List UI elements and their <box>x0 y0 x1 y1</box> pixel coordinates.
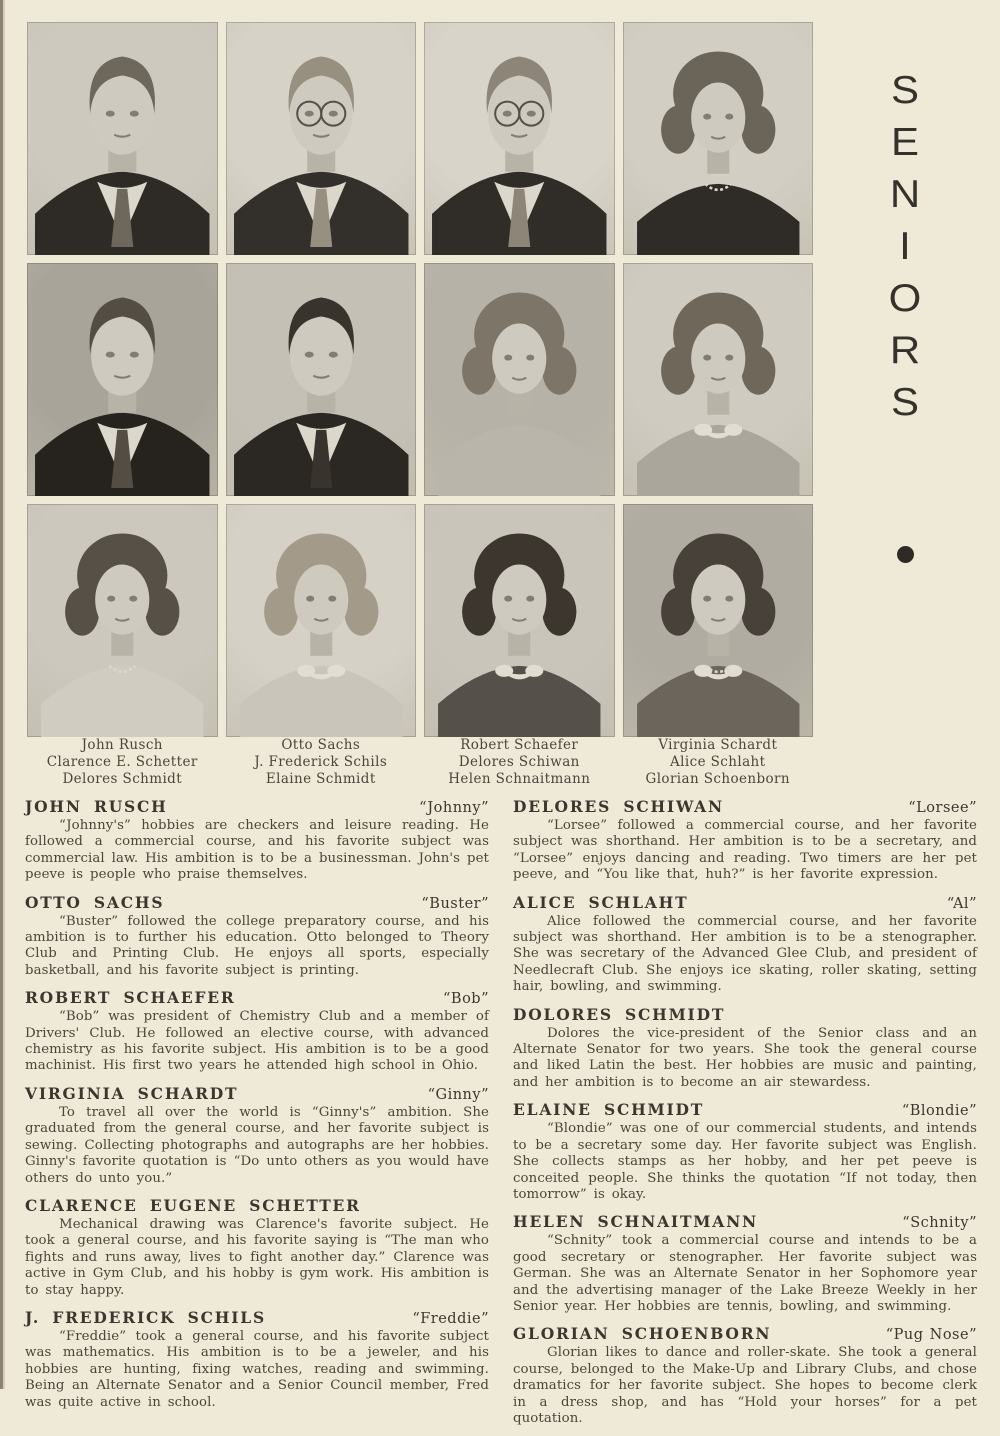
caption-name: Clarence E. Schetter <box>46 754 198 770</box>
portrait-photo <box>424 504 615 737</box>
bio-name: VIRGINIA SCHARDT <box>25 1083 239 1103</box>
bio-text: Mechanical drawing was Clarence's favorite subject. He took a general course, and his favorite saying is “The man who fights and runs away, lives to fight another day.” Clarence was active in Gym Club, and his hobby is gym work. His ambition is to stay happy. <box>25 1216 489 1298</box>
bio-name: CLARENCE EUGENE SCHETTER <box>25 1195 361 1215</box>
portrait-photo <box>226 504 417 737</box>
bio-name: ALICE SCHLAHT <box>513 892 689 912</box>
portrait-photo <box>424 263 615 496</box>
portrait-photo <box>27 22 218 255</box>
portrait-photo <box>623 263 814 496</box>
bio-name: JOHN RUSCH <box>25 797 168 816</box>
caption-name: Delores Schmidt <box>62 771 183 787</box>
bio-name: ELAINE SCHMIDT <box>513 1100 705 1120</box>
bio-name: ROBERT SCHAEFER <box>25 988 236 1008</box>
bio-name: J. FREDERICK SCHILS <box>25 1307 266 1327</box>
caption-name: Virginia Schardt <box>658 737 778 753</box>
portrait-photo <box>623 22 814 255</box>
bio-text: To travel all over the world is “Ginny's” ambition. She graduated from the general course, and her favorite subject is sewing. Collecting photographs and autographs are her hobbies. Ginny's favorite quotation is “Do unto others as you would have others do unto you.” <box>25 1104 489 1186</box>
bio-nickname: “Johnny” <box>419 800 489 816</box>
title-letter: N <box>889 171 921 216</box>
caption-name: Alice Schlaht <box>670 754 766 770</box>
bio-nickname: “Bob” <box>443 991 489 1008</box>
bio-nickname: “Blondie” <box>901 1103 977 1120</box>
bio-nickname: “Al” <box>946 895 977 912</box>
title-letter: E <box>890 119 919 164</box>
bio-entry <box>513 893 977 996</box>
senior-portrait-grid <box>27 22 813 737</box>
caption-column <box>27 737 218 788</box>
caption-name: Elaine Schmidt <box>265 771 376 787</box>
bio-name: DELORES SCHIWAN <box>513 797 724 816</box>
bio-text: “Johnny's” hobbies are checkers and leisure reading. He followed a commercial course, and his favorite subject was commercial law. His ambition is to be a businessman. John's pet peeve is people who praise themselves. <box>25 818 489 883</box>
bio-entry <box>25 988 489 1075</box>
bio-text: Glorian likes to dance and roller-skate. She took a general course, belonged to the Make-Up and Library Clubs, and chose dramatics for her favorite subject. She hopes to become clerk in a dress shop, and has “Hold your horses” for a pet quotation. <box>513 1345 977 1426</box>
bio-text: “Buster” followed the college preparatory course, and his ambition is to further his education. Otto belonged to Theory Club and Printing Club. He enjoys all sports, especially basketball, and his favorite subject is printing. <box>25 913 489 978</box>
caption-name: Delores Schiwan <box>458 754 580 770</box>
title-letter: R <box>889 327 921 372</box>
caption-name: Robert Schaefer <box>460 737 579 753</box>
portrait-photo <box>623 504 814 737</box>
title-letter: S <box>890 67 919 112</box>
title-letter: O <box>888 275 922 320</box>
bio-nickname: “Freddie” <box>412 1310 489 1327</box>
bio-entry <box>25 1196 489 1299</box>
portrait-photo <box>27 263 218 496</box>
bio-text: “Lorsee” followed a commercial course, and her favorite subject was shorthand. Her ambition is to be a secretary, and “Lorsee” enjoys dancing and reading. Two timers are her pet peeve, and “You like that, huh?” is her favorite expression. <box>513 818 977 883</box>
bio-text: “Bob” was president of Chemistry Club and a member of Drivers' Club. He followed an elective course, with advanced chemistry as his favorite subject. His ambition is to be a good machinist. His first two years he attended high school in Ohio. <box>25 1009 489 1074</box>
bio-name: OTTO SACHS <box>25 892 165 912</box>
title-bullet <box>897 546 914 563</box>
bio-text: “Freddie” took a general course, and his favorite subject was mathematics. His ambition is to be a jeweler, and his hobbies are hunting, fixing watches, reading and swimming. Being an Alternate Senator and a Senior Council member, Fred was quite active in school. <box>25 1328 489 1410</box>
bio-column-right <box>513 797 977 1436</box>
portrait-caption-block <box>27 737 813 788</box>
bio-text: Dolores the vice-president of the Senior class and an Alternate Senator for two years. She took the general course and liked Latin the best. Her hobbies are music and painting, and her ambition is to become an air stewardess. <box>513 1025 977 1090</box>
bio-entry <box>513 797 977 884</box>
portrait-photo <box>27 504 218 737</box>
caption-name: J. Frederick Schils <box>254 754 388 770</box>
caption-column <box>226 737 417 788</box>
portrait-photo <box>226 263 417 496</box>
portrait-photo <box>424 22 615 255</box>
portrait-photo <box>226 22 417 255</box>
bio-nickname: “Pug Nose” <box>885 1327 977 1344</box>
caption-column <box>424 737 615 788</box>
bio-column-left <box>25 797 489 1420</box>
bio-entry <box>25 797 489 884</box>
bio-entry <box>25 1308 489 1411</box>
caption-column <box>623 737 814 788</box>
bio-entry <box>513 1100 977 1203</box>
bio-nickname: “Ginny” <box>427 1086 489 1103</box>
bio-text: “Schnity” took a commercial course and intends to be a good secretary or stenographer. Her favorite subject was German. She was an Alternate Senator in her Sophomore year and the advertising manager of the Lake Breeze Weekly in her Senior year. Her hobbies are tennis, bowling, and swimming. <box>513 1233 977 1314</box>
scan-edge-shadow <box>3 0 5 1389</box>
bio-name: GLORIAN SCHOENBORN <box>513 1324 772 1344</box>
bio-name: HELEN SCHNAITMANN <box>513 1212 759 1232</box>
seniors-vertical-title <box>872 64 938 563</box>
title-letter: I <box>899 223 911 268</box>
bio-nickname: “Buster” <box>421 895 489 912</box>
bio-nickname: “Lorsee” <box>908 800 977 816</box>
senior-bio-section <box>25 797 977 1436</box>
bio-entry <box>25 1084 489 1187</box>
caption-name: John Rusch <box>81 737 163 753</box>
caption-name: Glorian Schoenborn <box>645 771 790 787</box>
bio-nickname: “Schnity” <box>902 1215 977 1232</box>
bio-text: “Blondie” was one of our commercial students, and intends to be a secretary some day. Her favorite subject was English. She collects stamps as her hobby, and her pet peeve is conceited people. She thinks the quotation “If not today, then tomorrow” is okay. <box>513 1121 977 1202</box>
bio-name: DOLORES SCHMIDT <box>513 1004 726 1024</box>
bio-entry <box>25 893 489 980</box>
bio-text: Alice followed the commercial course, and her favorite subject was shorthand. Her ambition is to be a stenographer. She was secretary of the Advanced Glee Club, and president of Needlecraft Club. She enjoys ice skating, roller skating, setting hair, bowling, and swimming. <box>513 913 977 995</box>
caption-name: Otto Sachs <box>281 737 361 753</box>
bio-entry <box>513 1212 977 1315</box>
title-letter: S <box>890 379 919 424</box>
bio-entry <box>513 1324 977 1427</box>
caption-name: Helen Schnaitmann <box>448 771 591 787</box>
bio-entry <box>513 1005 977 1092</box>
